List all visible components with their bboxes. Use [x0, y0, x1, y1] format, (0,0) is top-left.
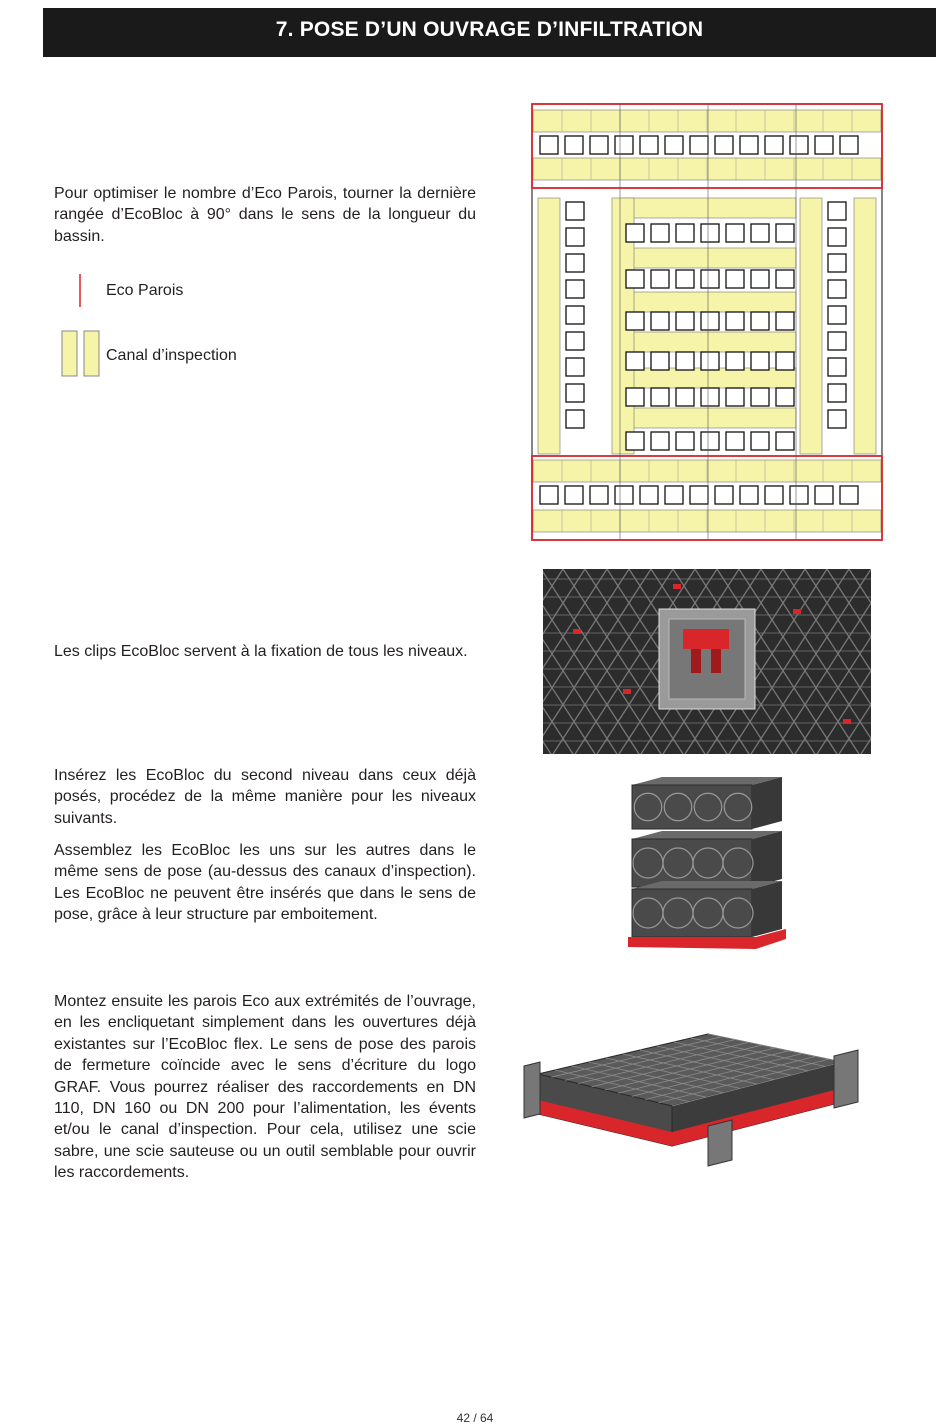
ecobloc-assembly-with-walls-image: [522, 1022, 862, 1170]
eco-parois-legend-icon: [74, 274, 86, 308]
instruction-paragraph-1: Pour optimiser le nombre d’Eco Parois, tourner la dernière rangée d’EcoBloc à 90° dans le sens de la longueur du bassin.: [54, 185, 476, 245]
ecobloc-clips-photo: [543, 569, 871, 754]
ecobloc-stacked-blocks-image: [618, 775, 790, 957]
legend-label-eco-parois: Eco Parois: [106, 282, 184, 299]
instruction-paragraph-3b: Assemblez les EcoBloc les uns sur les autres dans le même sens de pose (au-dessus des canaux d’inspection). Les EcoBloc ne peuvent être insérés que dans le sens de pose, grâce à leur structure par emboitement.: [54, 842, 476, 924]
canal-inspection-legend-icon: [61, 330, 101, 378]
ecobloc-layout-plan: [530, 102, 884, 542]
instruction-paragraph-3a: Insérez les EcoBloc du second niveau dans ceux déjà posés, procédez de la même manière pour les niveaux suivants.: [54, 767, 476, 827]
page-number: 42 / 64: [456, 1411, 494, 1425]
legend-label-canal-inspection: Canal d’inspection: [106, 347, 237, 364]
page-title: 7. POSE D’UN OUVRAGE D’INFILTRATION: [275, 18, 704, 41]
instruction-paragraph-4: Montez ensuite les parois Eco aux extrémités de l’ouvrage, en les encliquetant simplement dans les ouvertures déjà existantes sur l’EcoBloc flex. Le sens de pose des parois de fermeture coïncide avec le sens d’écriture du logo GRAF. Vous pourrez réaliser des raccordements en DN 110, DN 160 ou DN 200 pour l’alimentation, les évents et/ou le canal d’inspection. Pour cela, utilisez une scie sabre, une scie sauteuse ou un outil semblable pour ouvrir les raccordements.: [54, 993, 476, 1182]
page-header: [43, 8, 936, 57]
instruction-paragraph-2: Les clips EcoBloc servent à la fixation de tous les niveaux.: [54, 643, 468, 660]
